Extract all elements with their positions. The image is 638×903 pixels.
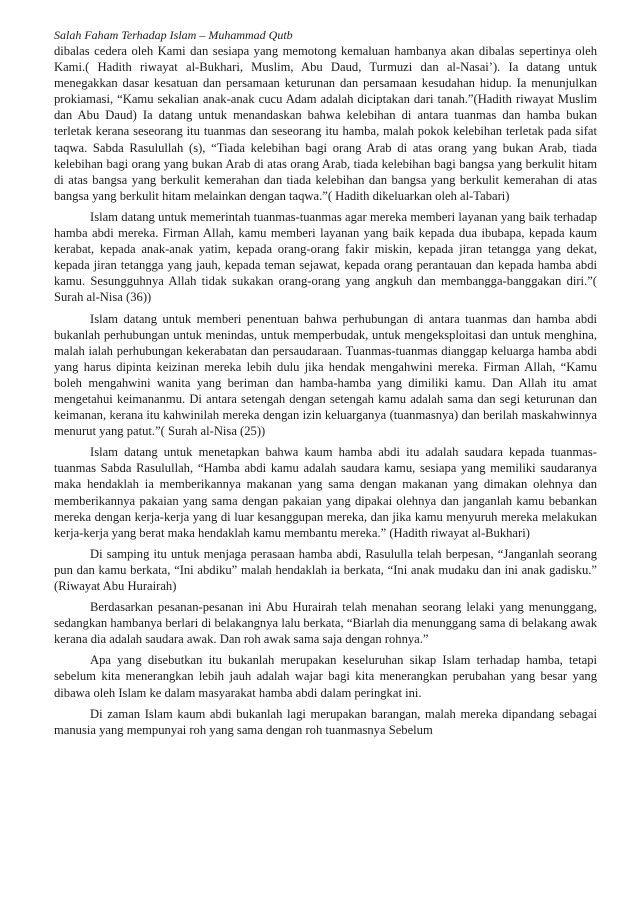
paragraph-5: Di samping itu untuk menjaga perasaan hamba abdi, Rasululla telah berpesan, “Janganlah seorang pun dan kamu berkata, “Ini abdiku” malah hendaklah ia berkata, “Ini anak mudaku dan ini anak gadisku.” (Riwayat Abu Hurairah) bbox=[54, 546, 597, 593]
paragraph-7: Apa yang disebutkan itu bukanlah merupakan keseluruhan sikap Islam terhadap hamba, tetapi sebelum kita menerangkan lebih jauh adalah wajar bagi kita menerangkan perubahan yang besar yang dibawa oleh Islam ke dalam masyarakat hamba abdi dalam peringkat ini. bbox=[54, 653, 597, 700]
paragraph-1: dibalas cedera oleh Kami dan sesiapa yang memotong kemaluan hambanya akan dibalas sepertinya oleh Kami.( Hadith riwayat al-Bukhari, Muslim, Abu Daud, Turmuzi dan al-Nasai’). Ia datang untuk menegakkan dasar kesatuan dan persamaan keturunan dan persamaan kesudahan hidup. Ia menunjulkan prokiamasi, “Kamu sekalian anak-anak cucu Adam adalah diciptakan dari tanah.”(Hadith riwayat Muslim dan Abu Daud) Ia datang untuk menandaskan bahwa kelebihan di antara tuanmas dan hamba bukan terletak kerana seseorang itu tuanmas dan seseorang itu hamba, malah pokok kelebihan terletak pada sifat taqwa. Sabda Rasulullah (s), “Tiada kelebihan bagi orang Arab di atas orang yang bukan Arab, tiada kelebihan bagi orang yang bukan Arab di atas orang Arab, tiada kelebihan bagi bangsa yang berkulit hitam di atas bangsa yang berkulit kemerahan dan tiada kelebihan dan bangsa yang berkulit kemerahan di atas bangsa yang berkulit hitam melainkan dengan taqwa.”( Hadith dikeluarkan oleh al-Tabari) bbox=[54, 44, 597, 203]
paragraph-2: Islam datang untuk memerintah tuanmas-tuanmas agar mereka memberi layanan yang baik terhadap hamba abdi mereka. Firman Allah, kamu memberi layanan yang baik kepada dua ibubapa, kepada kaum kerabat, kepada anak-anak yatim, kepada orang-orang fakir miskin, kepada jiran tetangga yang dekat, kepada jiran tetangga yang jauh, kepada teman sejawat, kepada orang perantauan dan kepada hamba abdi kamu. Sesungguhnya Allah tidak sukakan orang-orang yang angkuh dan membangga-banggakan diri.”( Surah al-Nisa (36)) bbox=[54, 209, 597, 305]
paragraph-8: Di zaman Islam kaum abdi bukanlah lagi merupakan barangan, malah mereka dipandang sebagai manusia yang mempunyai roh yang sama dengan roh tuanmasnya Sebelum bbox=[54, 706, 597, 737]
running-header: Salah Faham Terhadap Islam – Muhammad Qutb bbox=[54, 28, 293, 42]
paragraph-4: Islam datang untuk menetapkan bahwa kaum hamba abdi itu adalah saudara kepada tuanmas-tuanmas Sabda Rasulullah, “Hamba abdi kamu adalah saudara kamu, sesiapa yang memiliki saudaranya maka hendaklah ia memberikannya makanan yang sama dengan makanan yang dimakan olehnya dan memberikannya pakaian yang sama dengan pakaian yang dipakai olehnya dan janganlah kamu bebankan mereka dengan kerja-kerja yang di luar kesanggupan mereka, dan jika kamu menyuruh mereka melakukan kerja-kerja yang berat maka hendaklah kamu membantu mereka.” (Hadith riwayat al-Bukhari) bbox=[54, 445, 597, 540]
paragraph-6: Berdasarkan pesanan-pesanan ini Abu Hurairah telah menahan seorang lelaki yang menunggang, sedangkan hambanya berlari di belakangnya lalu berkata, “Biarlah dia menunggang sama di belakang awak kerana dia adalah saudara awak. Dan roh awak sama saja dengan rohnya.” bbox=[54, 600, 597, 647]
paragraph-3: Islam datang untuk memberi penentuan bahwa perhubungan di antara tuanmas dan hamba abdi bukanlah perhubungan untuk menindas, untuk memperbudak, untuk mengeksploitasi dan untuk menghina, malah ialah perhubungan kekerabatan dan persaudaraan. Tuanmas-tuanmas dianggap keluarga hamba abdi yang harus dipinta keizinan mereka lebih dulu jika hendak mengahwini mereka. Firman Allah, “Kamu boleh mengahwini wanita yang beriman dan hamba-hamba yang dimiliki kamu. Dan Allah itu amat mengetahui keimananmu. Di antara setengah dengan setengah kamu adalah sama dan segi keturunan dan keimanan, kerana itu kahwinilah mereka dengan izin keluarganya (tuanmasnya) dan berilah maskahwinnya menurut yang patut.”( Surah al-Nisa (25)) bbox=[54, 311, 597, 439]
